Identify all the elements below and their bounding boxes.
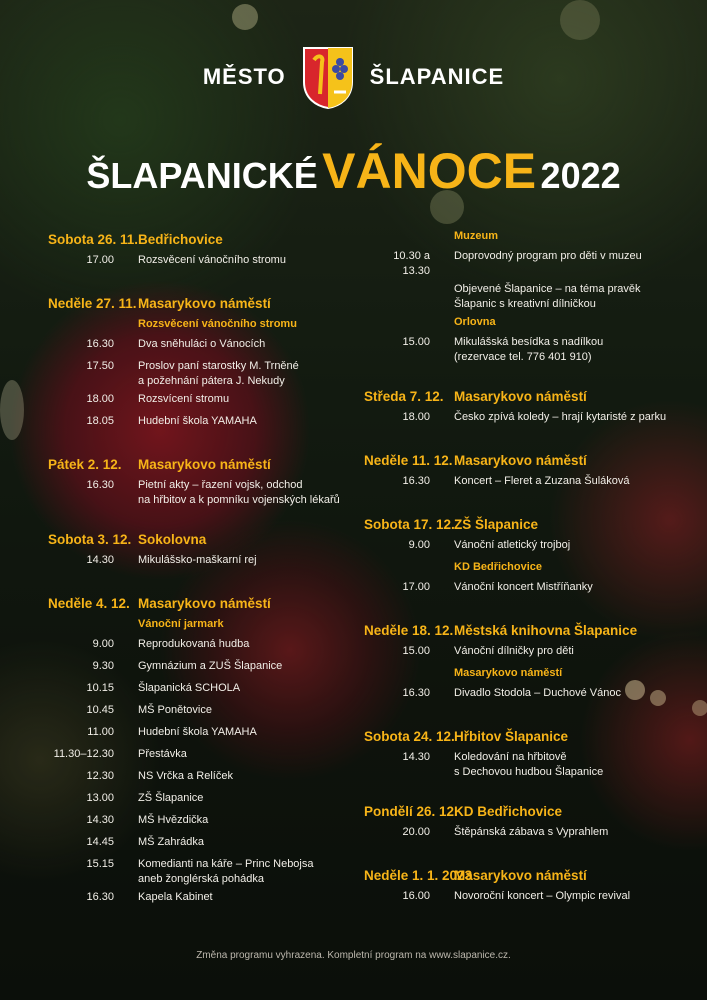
program-section [48,228,348,272]
section-heading [48,453,348,475]
event-description: MŠ Zahrádka [138,836,205,848]
event-row [48,678,348,700]
section-date: Neděle 27. 11. [48,295,137,311]
program-left-column [48,228,348,929]
event-time: 16.30 [402,475,430,487]
subtitle-text: Rozsvěcení vánočního stromu [138,318,297,330]
event-spacer [430,410,454,429]
section-place: Hřbitov Šlapanice [454,728,569,744]
bokeh-light [692,700,707,716]
event-description: Rozsvěcení vánočního stromu [138,254,286,266]
section-place: KD Bedřichovice [454,803,563,819]
title-part-1: ŠLAPANICKÉ [86,155,318,196]
program-section [364,800,674,844]
event-description: Šlapanická SCHOLA [138,682,241,694]
event-time: 16.30 [86,479,114,491]
event-spacer [114,681,138,700]
event-time: 9.30 [92,660,114,672]
event-time: 11.30–12.30 [53,748,114,760]
event-time: 18.00 [86,393,114,405]
section-date: Sobota 26. 11. [48,231,139,247]
header [0,42,707,112]
bokeh-light [560,0,600,40]
section-heading [364,725,674,747]
event-description: Vánoční koncert Mistříňanky [454,581,593,593]
event-row [48,550,348,572]
event-time: 9.00 [92,638,114,650]
event-spacer [430,335,454,365]
event-time: 12.30 [86,770,114,782]
event-description: Mikulášská besídka s nadílkou (rezervace tel. 776 401 910) [454,336,604,363]
section-place: Masarykovo náměstí [138,295,271,311]
event-row [364,246,674,279]
event-spacer [114,890,138,909]
event-spacer [430,249,454,279]
event-spacer [430,889,454,908]
event-description: Objevené Šlapanice – na téma pravěk Šlapanic s kreativní dílničkou [454,283,641,310]
event-time: 9.00 [408,539,430,551]
event-description: Koledování na hřbitově s Dechovou hudbou Šlapanice [454,751,604,778]
program-section [364,449,674,493]
event-spacer [430,686,454,705]
event-row [48,887,348,909]
event-description: Pietní akty – řazení vojsk, odchod na hřbitov a k pomníku vojenských lékařů [138,479,340,506]
event-row [364,471,674,493]
event-description: Mikulášsko-maškarní rej [138,554,257,566]
event-row [48,334,348,356]
event-row [364,747,674,780]
section-place: Sokolovna [138,531,207,547]
event-spacer [114,857,138,887]
event-row [364,535,674,557]
event-description: Koncert – Fleret a Zuzana Šuláková [454,475,630,487]
event-time: 10.45 [86,704,114,716]
event-row [48,475,348,508]
venue-subtitle [48,614,348,634]
event-description: MŠ Hvězdička [138,814,209,826]
event-time: 16.30 [86,891,114,903]
event-description: Novoroční koncert – Olympic revival [454,890,631,902]
event-spacer [114,835,138,854]
event-time: 20.00 [402,826,430,838]
bokeh-light [0,380,24,440]
event-time: 14.30 [86,814,114,826]
event-time: 14.30 [402,751,430,763]
page-title [0,142,707,200]
event-row [48,634,348,656]
event-description: Štěpánská zábava s Vyprahlem [454,826,609,838]
event-time: 18.05 [86,415,114,427]
venue-subtitle [364,226,674,246]
program-section [48,292,348,433]
subtitle-text: Vánoční jarmark [138,618,224,630]
event-description: Komedianti na káře – Princ Nebojsa aneb žonglérská pohádka [138,858,314,885]
header-left-word: MĚSTO [202,64,286,89]
program-section [364,864,674,908]
section-heading [48,592,348,614]
event-time: 13.00 [86,792,114,804]
event-row [364,279,674,312]
program-section [364,619,674,705]
event-time: 16.30 [86,338,114,350]
event-time: 17.00 [402,581,430,593]
event-description: NS Vrčka a Relíček [138,770,233,782]
event-spacer [114,478,138,508]
event-spacer [430,750,454,780]
event-spacer [114,637,138,656]
event-spacer [430,474,454,493]
venue-subtitle [364,663,674,683]
footer-note: Změna programu vyhrazena. Kompletní program na www.slapanice.cz. [196,950,511,961]
event-description: Přestávka [138,748,187,760]
event-row [48,722,348,744]
event-row [364,407,674,429]
section-place: Masarykovo náměstí [138,595,271,611]
event-spacer [114,703,138,722]
section-place: Masarykovo náměstí [454,452,587,468]
event-row [364,886,674,908]
title-part-3: 2022 [540,155,621,196]
section-date: Neděle 1. 1. 2023 [364,867,473,883]
event-spacer [430,282,454,312]
venue-subtitle [48,314,348,334]
section-date: Neděle 11. 12. [364,452,453,468]
event-spacer [430,538,454,557]
section-date: Neděle 4. 12. [48,595,130,611]
event-row [48,250,348,272]
event-row [364,683,674,705]
section-place: Masarykovo náměstí [138,456,271,472]
event-row [48,810,348,832]
program-section [48,453,348,508]
event-description: Dva sněhuláci o Vánocích [138,338,266,350]
title-part-2: VÁNOCE [322,143,537,199]
event-row [364,822,674,844]
event-time [364,282,430,312]
event-spacer [114,359,138,389]
bokeh-light [232,4,258,30]
section-heading [48,292,348,314]
event-spacer [114,747,138,766]
section-heading [364,619,674,641]
section-date: Sobota 17. 12. [364,516,455,532]
section-date: Pátek 2. 12. [48,456,122,472]
event-description: Česko zpívá koledy – hrají kytaristé z parku [454,411,667,423]
subtitle-text: Orlovna [454,316,496,328]
section-date: Středa 7. 12. [364,388,444,404]
section-heading [48,528,348,550]
town-crest-icon [300,44,356,110]
event-description: MŠ Ponětovice [138,704,212,716]
program-section [364,725,674,780]
event-spacer [114,769,138,788]
event-description: Kapela Kabinet [138,891,213,903]
program-section [364,385,674,429]
event-row [48,356,348,389]
event-time: 14.45 [86,836,114,848]
section-date: Sobota 24. 12. [364,728,455,744]
event-time: 14.30 [86,554,114,566]
event-description: ZŠ Šlapanice [138,792,204,804]
section-heading [364,513,674,535]
event-time: 10.30 a 13.30 [393,250,430,277]
program-section [48,528,348,572]
section-heading [364,864,674,886]
event-time: 17.00 [86,254,114,266]
event-time: 16.30 [402,687,430,699]
header-right-word: ŠLAPANICE [369,64,505,89]
venue-subtitle [364,557,674,577]
event-description: Gymnázium a ZUŠ Šlapanice [138,660,283,672]
subtitle-text: KD Bedřichovice [454,561,543,573]
event-spacer [114,725,138,744]
section-date: Sobota 3. 12. [48,531,132,547]
event-spacer [114,253,138,272]
event-row [364,641,674,663]
program-right-column [364,228,674,928]
event-time: 10.15 [86,682,114,694]
event-row [48,788,348,810]
event-time: 18.00 [402,411,430,423]
subtitle-text: Muzeum [454,230,498,242]
event-time: 16.00 [402,890,430,902]
event-spacer [114,392,138,411]
event-spacer [114,659,138,678]
event-time: 15.00 [402,645,430,657]
event-description: Reprodukovaná hudba [138,638,250,650]
event-description: Doprovodný program pro děti v muzeu [454,250,642,262]
event-spacer [114,791,138,810]
event-spacer [430,580,454,599]
event-row [48,656,348,678]
event-description: Rozsvícení stromu [138,393,230,405]
event-spacer [114,813,138,832]
event-spacer [430,825,454,844]
section-heading [364,385,674,407]
event-description: Vánoční atletický trojboj [454,539,571,551]
section-place: ZŠ Šlapanice [454,516,539,532]
event-row [364,332,674,365]
event-row [48,411,348,433]
section-place: Bedřichovice [138,231,223,247]
event-time: 17.50 [86,360,114,372]
event-description: Hudební škola YAMAHA [138,726,257,738]
event-row [48,854,348,887]
event-description: Hudební škola YAMAHA [138,415,257,427]
event-description: Proslov paní starostky M. Trněné a požehnání pátera J. Nekudy [138,360,299,387]
event-spacer [114,337,138,356]
event-row [364,577,674,599]
program-section-continued [364,226,674,365]
section-place: Masarykovo náměstí [454,867,587,883]
section-heading [48,228,348,250]
event-spacer [430,644,454,663]
section-date: Neděle 18. 12. [364,622,454,638]
event-row [48,700,348,722]
section-heading [364,800,674,822]
event-description: Vánoční dílničky pro děti [454,645,574,657]
event-row [48,389,348,411]
event-time: 15.15 [86,858,114,870]
event-time: 11.00 [87,726,114,738]
venue-subtitle [364,312,674,332]
event-row [48,766,348,788]
event-spacer [114,553,138,572]
section-heading [364,449,674,471]
subtitle-text: Masarykovo náměstí [454,667,563,679]
event-row [48,744,348,766]
event-time: 15.00 [402,336,430,348]
section-place: Masarykovo náměstí [454,388,587,404]
program-section [364,513,674,599]
section-date: Pondělí 26. 12. [364,803,458,819]
program-section [48,592,348,909]
section-place: Městská knihovna Šlapanice [454,622,638,638]
event-description: Divadlo Stodola – Duchové Vánoc [454,687,621,699]
event-spacer [114,414,138,433]
event-row [48,832,348,854]
